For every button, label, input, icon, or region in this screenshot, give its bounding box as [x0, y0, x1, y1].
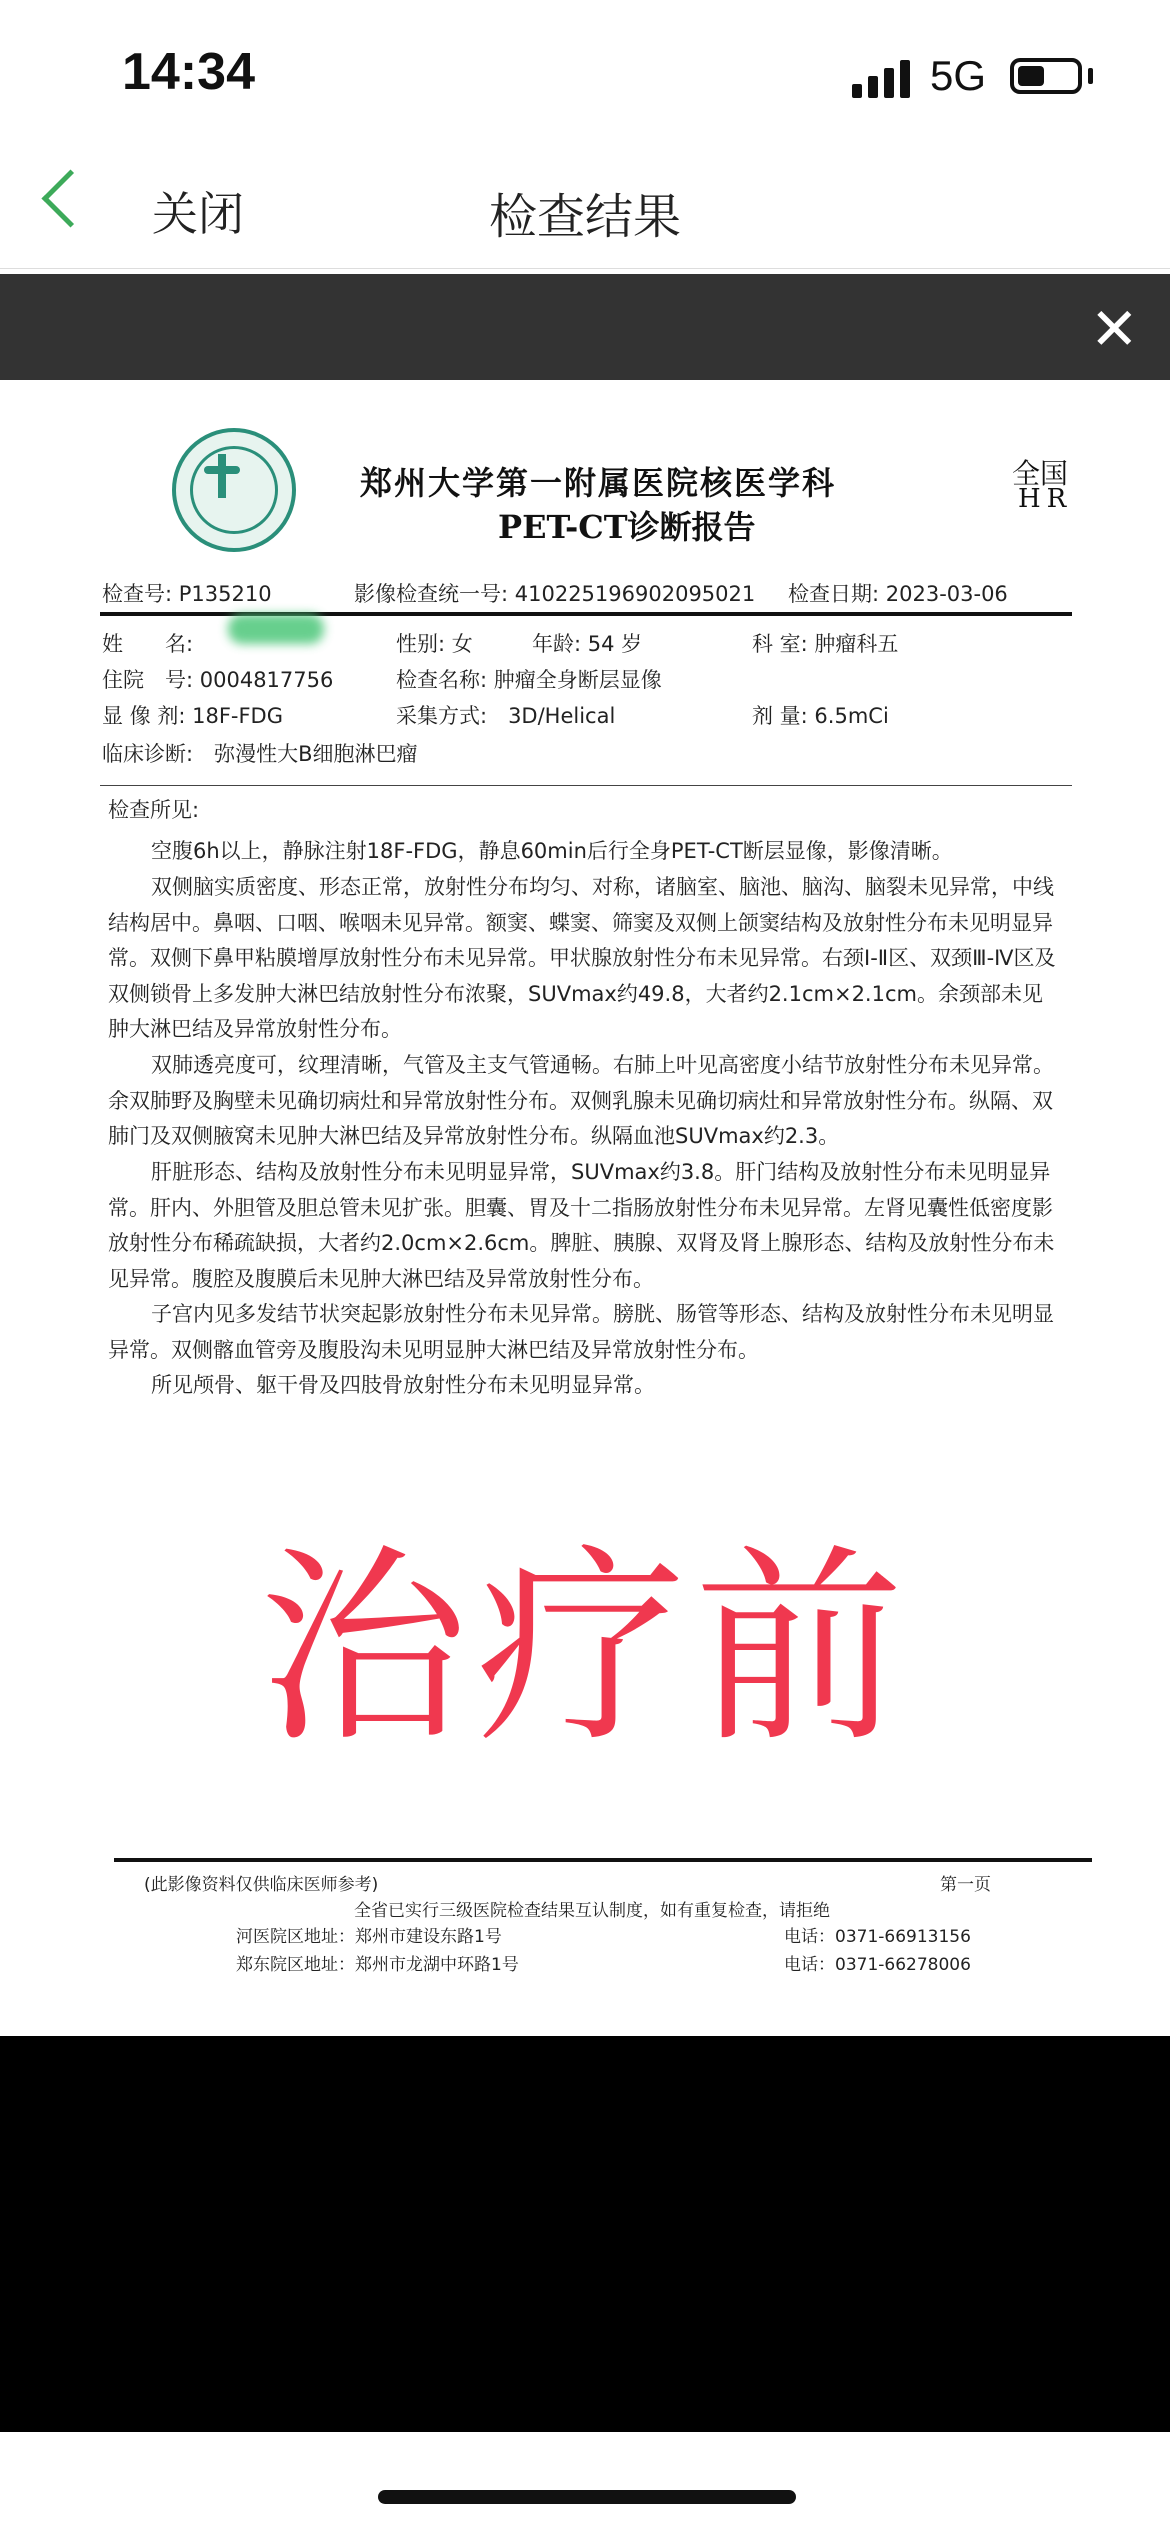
findings-paragraph: 所见颅骨、躯干骨及四肢骨放射性分布未见明显异常。: [151, 1373, 655, 1397]
hospital-name: 郑州大学第一附属医院核医学科: [360, 464, 837, 502]
battery-tip: [1088, 68, 1093, 84]
exam-number: 检查号: P135210: [102, 582, 272, 606]
clinical-diagnosis: 临床诊断: 弥漫性大B细胞淋巴瘤: [102, 742, 418, 766]
corner-mark-hr: HR: [1018, 484, 1073, 514]
hospital-logo: [172, 428, 296, 552]
network-type: 5G: [930, 52, 987, 99]
exam-date: 检查日期: 2023-03-06: [788, 582, 1008, 606]
findings-paragraph: 双侧脑实质密度、形态正常，放射性分布均匀、对称，诸脑室、脑池、脑沟、脑裂未见异常，中线结构居中。鼻咽、口咽、喉咽未见异常。额窦、蝶窦、筛窦及双侧上颌窦结构及放射性分布未见明显异常。双侧下鼻甲粘膜增厚放射性分布未见异常。甲状腺放射性分布未见异常。右颈Ⅰ-Ⅱ区、双颈Ⅲ-Ⅳ区及双侧锁骨上多发肿大淋巴结放射性分布浓聚，SUVmax约49.8，大者约2.1cm×2.1cm。余颈部未见肿大淋巴结及异常放射性分布。: [108, 875, 1056, 1041]
unified-id: 影像检查统一号: 410225196902095021: [354, 582, 756, 606]
footer-address-1: 河医院区地址：郑州市建设东路1号: [236, 1927, 502, 1947]
findings-paragraph: 双肺透亮度可，纹理清晰，气管及主支气管通畅。右肺上叶见高密度小结节放射性分布未见异常。余双肺野及胸壁未见确切病灶和异常放射性分布。双侧乳腺未见确切病灶和异常放射性分布。纵隔、双肺门及双侧腋窝未见肿大淋巴结及异常放射性分布。纵隔血池SUVmax约2.3。: [108, 1053, 1054, 1148]
home-indicator[interactable]: [378, 2490, 796, 2504]
footer-address-2: 郑东院区地址：郑州市龙湖中环路1号: [236, 1955, 519, 1975]
findings-paragraph: 肝脏形态、结构及放射性分布未见明显异常，SUVmax约3.8。肝门结构及放射性分布未见明显异常。肝内、外胆管及胆总管未见扩张。胆囊、胃及十二指肠放射性分布未见异常。左肾见囊性低密度影放射性分布稀疏缺损，大者约2.0cm×2.6cm。脾脏、胰腺、双肾及肾上腺形态、结构及放射性分布未见异常。腹腔及腹膜后未见肿大淋巴结及异常放射性分布。: [108, 1160, 1055, 1291]
findings-paragraph: 子宫内见多发结节状突起影放射性分布未见异常。膀胱、肠管等形态、结构及放射性分布未见明显异常。双侧髂血管旁及腹股沟未见明显肿大淋巴结及异常放射性分布。: [108, 1302, 1054, 1362]
page-title: 检查结果: [488, 189, 681, 245]
dose: 剂 量: 6.5mCi: [752, 704, 889, 728]
patient-name-label: 姓 名:: [102, 632, 194, 656]
findings-label: 检查所见:: [108, 798, 200, 822]
footer-policy: 全省已实行三级医院检查结果互认制度，如有重复检查，请拒绝: [354, 1901, 830, 1921]
close-button[interactable]: 关闭: [152, 187, 244, 241]
viewer-toolbar: [0, 274, 1170, 380]
department: 科 室: 肿瘤科五: [752, 632, 899, 656]
footer-phone-1: 电话：0371-66913156: [784, 1927, 971, 1947]
footer-phone-2: 电话：0371-66278006: [784, 1955, 971, 1975]
inpatient-number: 住院 号: 0004817756: [102, 668, 334, 692]
footer-divider: [114, 1858, 1092, 1862]
corner-mark-national: 全国: [1012, 457, 1069, 490]
patient-age: 年龄: 54 岁: [532, 632, 643, 656]
acquisition-mode: 采集方式: 3D/Helical: [396, 704, 616, 728]
findings-paragraph: 空腹6h以上，静脉注射18F-FDG，静息60min后行全身PET-CT断层显像，影像清晰。: [151, 839, 953, 863]
viewer-close-icon[interactable]: ✕: [1090, 295, 1139, 363]
exam-name: 检查名称: 肿瘤全身断层显像: [396, 668, 662, 692]
redacted-name: [228, 614, 324, 644]
report-title: PET-CT诊断报告: [498, 508, 756, 546]
patient-sex: 性别: 女: [396, 632, 473, 656]
signal-icon: [852, 58, 914, 98]
status-time: 14:34: [122, 43, 255, 101]
empty-viewer-area: [0, 2036, 1170, 2432]
battery-icon: [1010, 58, 1082, 94]
tracer: 显 像 剂: 18F-FDG: [102, 704, 284, 728]
section-divider: [100, 785, 1072, 786]
footer-note: (此影像资料仅供临床医师参考): [144, 1875, 379, 1895]
status-bar: [0, 0, 1170, 150]
page-number: 第一页: [940, 1875, 991, 1895]
stamp-before-treatment: 治疗前: [257, 1526, 912, 1771]
